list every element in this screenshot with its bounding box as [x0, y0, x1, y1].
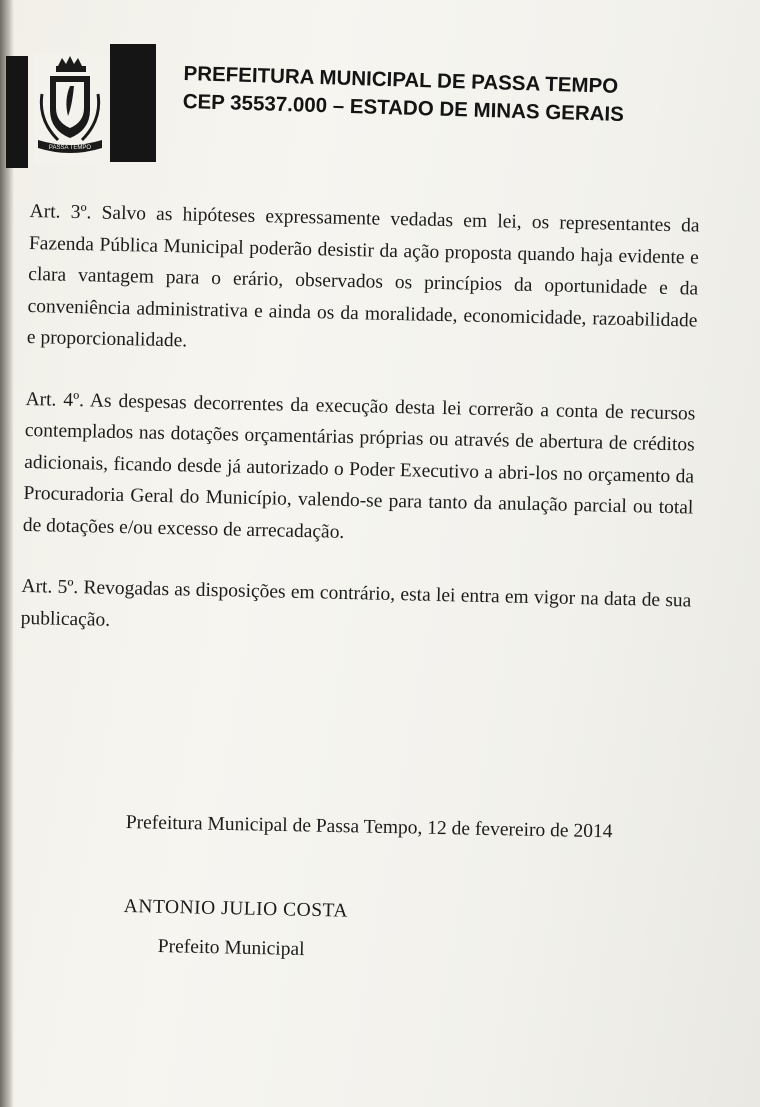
place-and-date: Prefeitura Municipal de Passa Tempo, 12 de fevereiro de 2014	[125, 812, 613, 843]
signatory-role: Prefeito Municipal	[157, 936, 305, 961]
signatory-name: ANTONIO JULIO COSTA	[123, 896, 349, 922]
letterhead-title	[182, 60, 653, 130]
article-4: Art. 4º. As despesas decorrentes da execução desta lei correrão a conta de recursos contemplados nas dotações orçamentárias próprias ou através de abertura de créditos adicionais, ficando desde já autorizado o Poder Executivo a abri-los no orçamento da Procuradoria Geral do Município, valendo-se para tanto da anulação parcial ou total de dotações e/ou excesso de arrecadação.	[22, 388, 696, 543]
article-5: Art. 5º. Revogadas as disposições em contrário, esta lei entra em vigor na data de sua publicação.	[20, 575, 692, 631]
letterhead-line-cep-state: CEP 35537.000 – ESTADO DE MINAS GERAIS	[182, 89, 625, 127]
municipal-coat-of-arms-icon	[34, 54, 106, 164]
crest-ribbon-text: PASSA TEMPO	[48, 145, 92, 151]
article-3: Art. 3º. Salvo as hipóteses expressamente vedadas em lei, os representantes da Fazenda Pública Municipal poderão desistir da ação proposta quando haja evidente e clara vantagem para o erário, observados os princípios da oportunidade e da conveniência administrativa e ainda os da moralidade, economicidade, razoabilidade e proporcionalidade.	[26, 200, 700, 352]
letterhead-line-municipality: PREFEITURA MUNICIPAL DE PASSA TEMPO	[183, 61, 619, 98]
document-body	[20, 196, 700, 679]
letterhead-bar-left	[6, 56, 28, 168]
letterhead-emblem	[6, 44, 154, 168]
letterhead-bar-right	[110, 44, 156, 162]
